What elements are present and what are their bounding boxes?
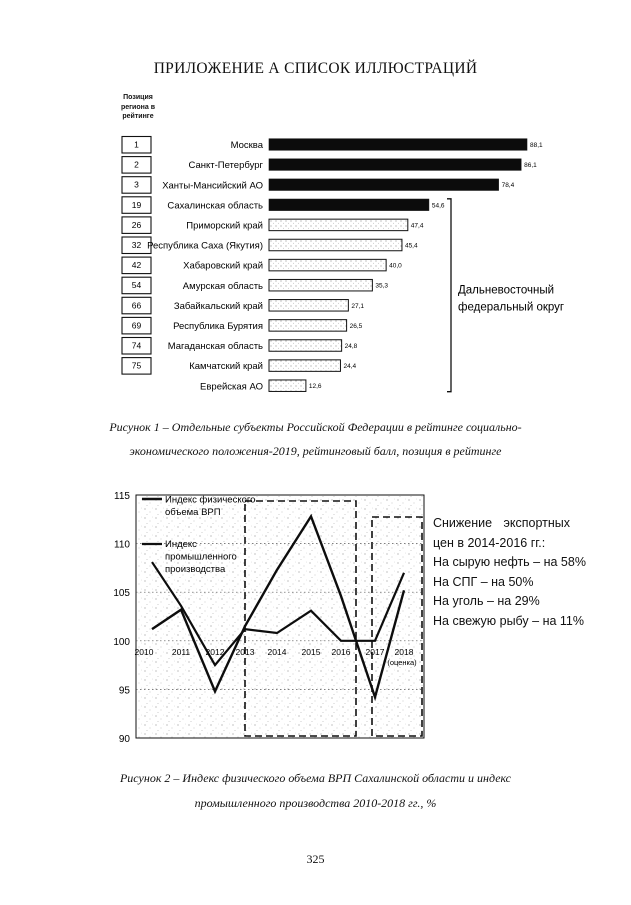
bar [269, 340, 342, 352]
value-label: 45,4 [404, 242, 418, 250]
bar [269, 380, 306, 392]
value-label: 27,1 [351, 302, 365, 310]
value-label: 24,4 [343, 363, 357, 371]
page-number: 325 [306, 852, 325, 866]
x-tick-suffix: (оценка) [387, 657, 417, 667]
note-item: На сырую нефть – на 58% [433, 555, 586, 569]
category-label: Хабаровский край [183, 260, 263, 272]
category-label: Магаданская область [167, 341, 263, 353]
category-label: Приморский край [186, 220, 263, 232]
rank-number: 66 [131, 300, 142, 311]
district-bracket [447, 199, 451, 392]
y-tick-label: 90 [118, 734, 130, 745]
category-label: Забайкальский край [173, 300, 263, 312]
value-label: 26,5 [349, 322, 363, 330]
value-label: 47,4 [410, 222, 424, 230]
category-label: Москва [230, 140, 263, 152]
rank-header-line: Позиция [123, 94, 153, 101]
value-label: 86,1 [524, 162, 537, 170]
plot-area [136, 495, 424, 738]
legend-label: Индекс [165, 539, 197, 550]
rank-number: 1 [134, 139, 139, 150]
rank-number: 32 [131, 240, 142, 250]
note-item: На СПГ – на 50% [433, 574, 534, 589]
category-label: Еврейская АО [200, 381, 263, 393]
bar [269, 179, 499, 191]
bar [269, 219, 408, 231]
legend-label: объема ВРП [165, 507, 221, 518]
figure2-caption-line: промышленного производства 2010-2018 гг., % [194, 796, 437, 810]
legend-label: Индекс физического [165, 494, 256, 506]
bar [269, 159, 521, 171]
x-tick-label: 2011 [171, 646, 191, 657]
category-label: Санкт-Петербург [188, 160, 263, 172]
rank-number: 54 [131, 280, 142, 291]
rank-number: 75 [131, 360, 142, 371]
rank-number: 19 [131, 199, 142, 210]
category-label: Сахалинская область [167, 200, 263, 212]
x-tick-label: 2016 [331, 646, 351, 657]
value-label: 40,0 [389, 262, 402, 270]
note-title-word: экспортных [503, 516, 570, 530]
value-label: 35,3 [375, 282, 389, 290]
rank-number: 74 [131, 340, 142, 351]
note-item: На уголь – на 29% [433, 594, 540, 608]
x-tick-label: 2014 [267, 646, 287, 657]
value-label: 78,4 [501, 182, 515, 190]
rank-number: 42 [131, 260, 142, 271]
page-title: ПРИЛОЖЕНИЕ А СПИСОК ИЛЛЮСТРАЦИЙ [153, 60, 478, 77]
bar [269, 279, 372, 291]
district-label: Дальневосточный [458, 284, 555, 297]
bar [269, 139, 527, 151]
x-tick-label: 2018 [394, 646, 414, 657]
category-label: Амурская область [182, 280, 263, 292]
figure2-caption-line: Рисунок 2 – Индекс физического объема ВРП Сахалинской области и индекс [119, 771, 512, 785]
value-label: 54,6 [431, 202, 445, 210]
legend-label: производства [165, 564, 226, 575]
y-tick-label: 110 [114, 539, 130, 551]
rank-header-line: региона в [120, 103, 156, 111]
x-tick-label: 2017 [365, 646, 385, 657]
bar [269, 199, 429, 211]
category-label: Республика Саха (Якутия) [147, 240, 263, 252]
y-tick-label: 100 [113, 636, 130, 648]
y-tick-label: 105 [113, 588, 130, 600]
district-label: федеральный округ [458, 301, 565, 314]
category-label: Камчатский край [189, 361, 263, 373]
value-label: 88,1 [530, 142, 543, 149]
category-label: Республика Бурятия [173, 321, 263, 332]
bar [269, 300, 348, 312]
note-item: На свежую рыбу – на 11% [433, 613, 585, 628]
rating-bar-chart [0, 0, 631, 410]
figure1-caption-line: Рисунок 1 – Отдельные субъекты Российской Федерации в рейтинге социально- [109, 420, 522, 434]
figure1-caption-line: экономического положения-2019, рейтинговый балл, позиция в рейтинге [129, 444, 502, 458]
value-label: 24,8 [344, 343, 358, 350]
bar [269, 259, 386, 271]
note-title-word: Снижение [433, 516, 493, 530]
value-label: 12,6 [308, 383, 322, 391]
x-tick-label: 2012 [205, 646, 225, 657]
y-tick-label: 95 [118, 685, 130, 697]
bar [269, 360, 340, 372]
export-price-note [433, 514, 586, 631]
x-tick-label: 2015 [301, 646, 321, 657]
y-tick-label: 115 [114, 491, 130, 502]
category-label: Ханты-Мансийский АО [162, 180, 263, 192]
bar [269, 320, 347, 332]
rank-header-line: рейтинге [122, 113, 154, 120]
rank-number: 69 [131, 320, 142, 331]
x-tick-label: 2010 [134, 646, 154, 657]
rank-number: 2 [134, 159, 139, 170]
rank-number: 3 [134, 179, 139, 190]
note-title-line: цен в 2014-2016 гг.: [433, 535, 546, 550]
legend-label: промышленного [165, 551, 237, 563]
rank-number: 26 [131, 219, 142, 230]
note-title-row [433, 514, 570, 534]
x-tick-label: 2013 [235, 646, 255, 657]
bar [269, 239, 402, 251]
